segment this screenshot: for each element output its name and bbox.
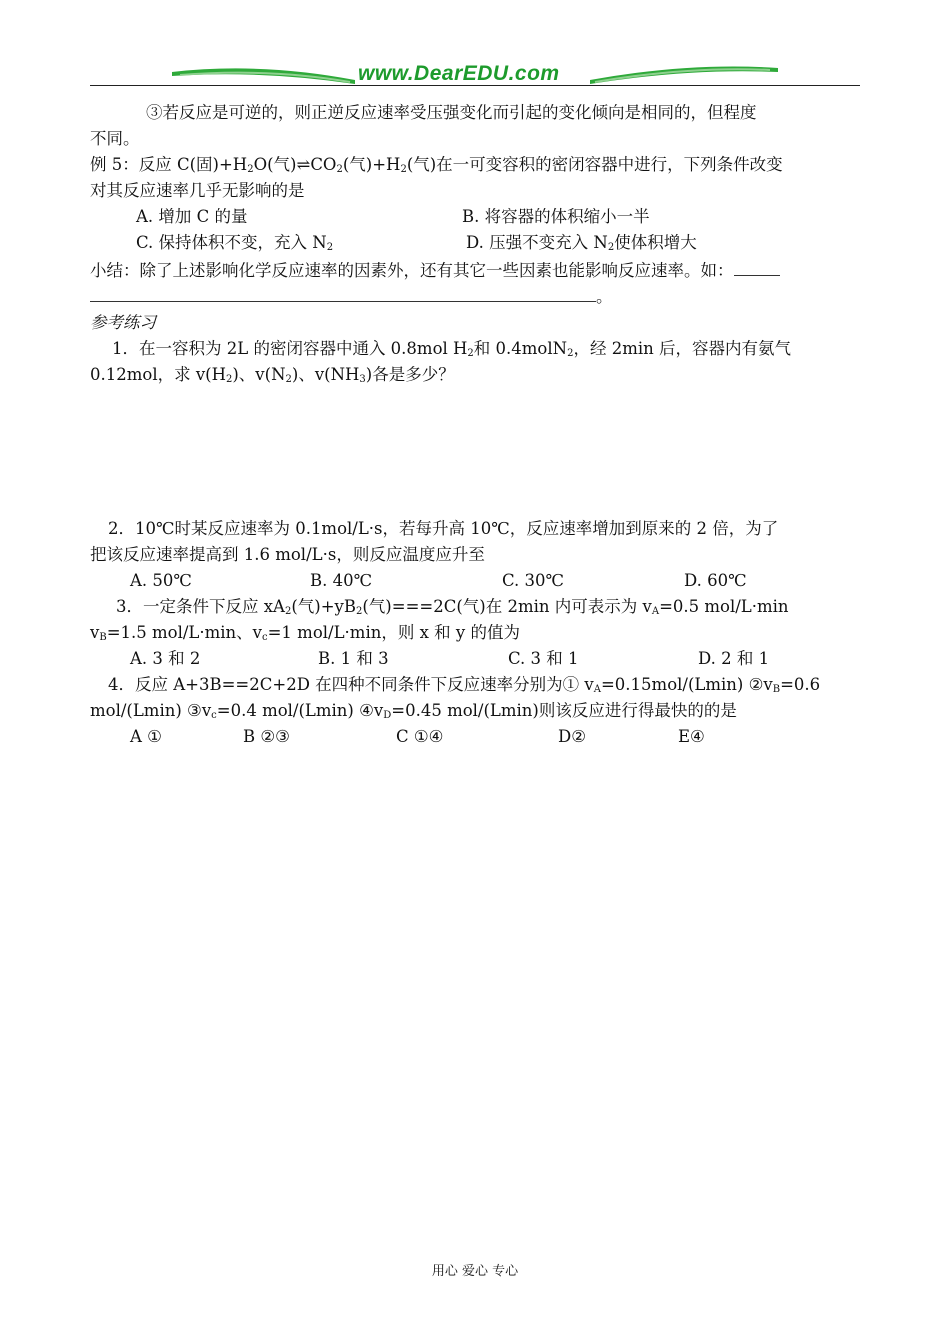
option-d: D. 压强不变充入 $N_2$使体积增大 (466, 233, 697, 253)
q2-option-d: D. 60℃ (684, 571, 747, 590)
q4-option-d: D② (558, 727, 587, 746)
text-line: ③若反应是可逆的，则正逆反应速率受压强变化而引起的变化倾向是相同的，但程度 (146, 103, 757, 122)
q4-option-e: E④ (678, 727, 705, 746)
option-a: A. 增加 C 的量 (136, 207, 248, 226)
q4-option-c: C ①④ (396, 727, 444, 746)
question-4-line: mol/(Lmin) $③v_c=0.4$ mol/(Lmin) $④v_D=0.45$ mol/(Lmin)则该反应进行得最快的的是 (90, 701, 737, 721)
q3-option-c: C. 3 和 1 (508, 649, 579, 668)
question-1-line: 0.12mol，求 $v(H_2)$、$v(N_2)$、$v(NH_3)$各是多少？ (90, 365, 455, 385)
question-2-line: 2．10℃时某反应速率为 0.1mol/L·s，若每升高 10℃，反应速率增加到原来的 2 倍，为了 (108, 519, 779, 538)
summary-line: 小结：除了上述影响化学反应速率的因素外，还有其它一些因素也能影响反应速率。如： (90, 258, 780, 284)
summary-blank-line: 。 (90, 284, 613, 310)
header-site-name: www.DearEDU.com (358, 62, 560, 85)
question-3-line: $v_B=1.5$ mol/L·min、$v_c=1$ mol/L·min，则 x 和 y 的值为 (90, 623, 520, 643)
question-1-line: 1．在一容积为 2L 的密闭容器中通入 0.8mol $H_2$和 0.4molN$_2$，经 2min 后，容器内有氨气 (112, 339, 791, 359)
q3-option-d: D. 2 和 1 (698, 649, 770, 668)
page-footer: 用心 爱心 专心 (431, 1264, 519, 1279)
q3-option-b: B. 1 和 3 (318, 649, 389, 668)
text-line: 不同。 (90, 129, 140, 148)
q2-option-b: B. 40℃ (310, 571, 373, 590)
q2-option-a: A. 50℃ (130, 571, 192, 590)
q4-option-a: A ① (130, 727, 162, 746)
option-c: C. 保持体积不变，充入 $N_2$ (136, 233, 334, 253)
q3-option-a: A. 3 和 2 (130, 649, 201, 668)
option-b: B. 将容器的体积缩小一半 (462, 207, 650, 226)
header-rule (90, 85, 860, 86)
question-3-line: 3．一定条件下反应 $xA_2$(气)$+yB_2$(气)===2C(气)在 2min 内可表示为 $v_A=0.5$ mol/L·min (116, 597, 789, 617)
example-5-line: 例 5：反应 C(固)$+H_2O$(气)$\rightleftharpoons CO_2$(气)$+H_2$(气)在一可变容积的密闭容器中进行，下列条件改变 (90, 155, 783, 175)
reversible-arrow-icon: ⇌ (296, 155, 311, 174)
q4-option-b: B ②③ (243, 727, 290, 746)
question-2-line: 把该反应速率提高到 1.6 mol/L·s，则反应温度应升至 (90, 545, 485, 564)
text-line: 对其反应速率几乎无影响的是 (90, 181, 305, 200)
section-title: 参考练习 (90, 313, 156, 332)
question-4-line: 4．反应 A+3B==2C+2D 在四种不同条件下反应速率分别为① $v_A=0.15mol/(Lmin)$ $②v_B=0.6$ (108, 675, 821, 695)
q2-option-c: C. 30℃ (502, 571, 564, 590)
